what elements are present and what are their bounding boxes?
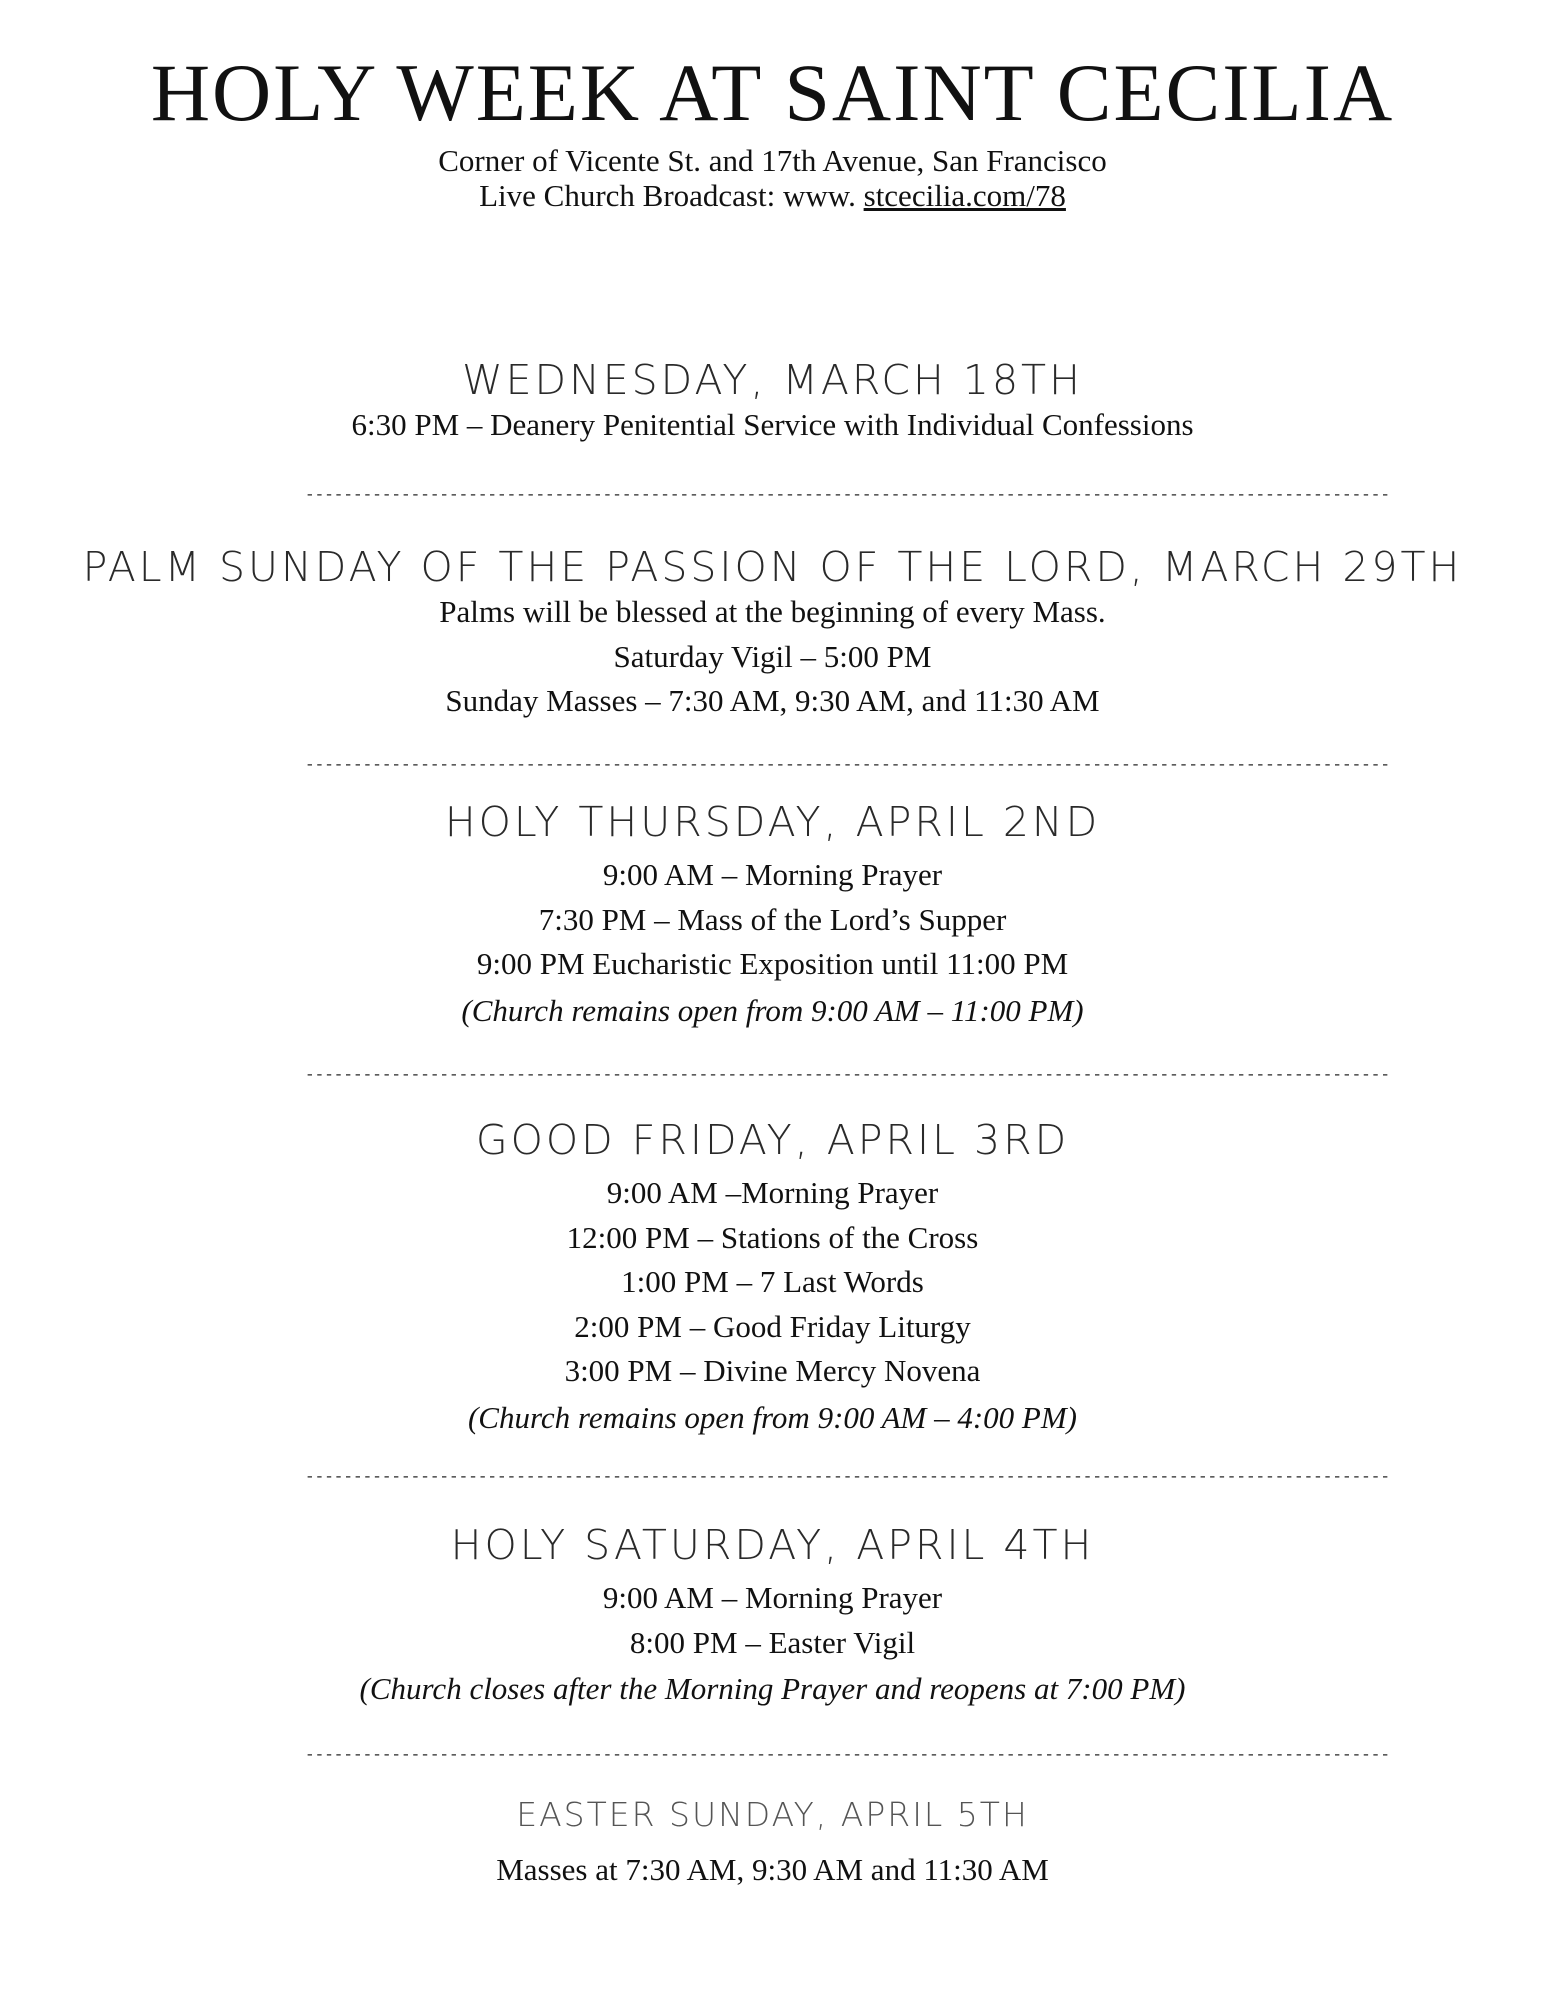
schedule-line: Palms will be blessed at the beginning of every Mass. [439, 594, 1106, 629]
broadcast-prefix: Live Church Broadcast: www. [479, 178, 864, 213]
schedule-line: 12:00 PM – Stations of the Cross [566, 1219, 979, 1255]
schedule-line: 1:00 PM – 7 Last Words [621, 1264, 924, 1299]
schedule-note: (Church remains open from 9:00 AM – 11:00 PM) [461, 992, 1084, 1028]
schedule-line: 3:00 PM – Divine Mercy Novena [564, 1353, 981, 1388]
section-heading: HOLY SATURDAY, APRIL 4TH [450, 1521, 1095, 1569]
schedule-line: 9:00 AM – Morning Prayer [602, 857, 943, 892]
schedule-line: Sunday Masses – 7:30 AM, 9:30 AM, and 11:30 AM [445, 683, 1100, 718]
schedule-line: 6:30 PM – Deanery Penitential Service with Individual Confessions [351, 407, 1194, 442]
section-heading: WEDNESDAY, MARCH 18TH [462, 356, 1083, 404]
schedule-line: 2:00 PM – Good Friday Liturgy [574, 1308, 971, 1344]
schedule-line: 8:00 PM – Easter Vigil [629, 1624, 916, 1660]
divider: ----------------------------------------------------------------------------------------------------------------- [305, 756, 1390, 774]
schedule-line: Saturday Vigil – 5:00 PM [613, 638, 932, 674]
schedule-line: 9:00 AM –Morning Prayer [606, 1175, 939, 1210]
section-easter-sunday [0, 1790, 1545, 1893]
schedule-note: (Church remains open from 9:00 AM – 4:00 PM) [467, 1399, 1077, 1435]
address-text: Corner of Vicente St. and 17th Avenue, San Francisco [438, 143, 1107, 178]
schedule-line: Masses at 7:30 AM, 9:30 AM and 11:30 AM [496, 1852, 1049, 1887]
section-heading: HOLY THURSDAY, APRIL 2ND [444, 798, 1101, 846]
schedule-note: (Church closes after the Morning Prayer and reopens at 7:00 PM) [359, 1671, 1186, 1706]
schedule-line: 7:30 PM – Mass of the Lord’s Supper [538, 901, 1007, 937]
divider: ----------------------------------------------------------------------------------------------------------------- [305, 486, 1390, 504]
page-title: HOLY WEEK AT SAINT CECILIA [150, 47, 1395, 138]
header-info [0, 143, 1545, 213]
section-heading: EASTER SUNDAY, APRIL 5TH [516, 1795, 1029, 1834]
section-palm-sunday [0, 542, 1545, 724]
broadcast-link[interactable]: stcecilia.com/78 [863, 178, 1066, 213]
section-good-friday [0, 1115, 1545, 1442]
divider: ----------------------------------------------------------------------------------------------------------------- [305, 1746, 1390, 1764]
divider: ----------------------------------------------------------------------------------------------------------------- [305, 1468, 1390, 1486]
schedule-line: 9:00 AM – Morning Prayer [602, 1580, 943, 1615]
divider: ----------------------------------------------------------------------------------------------------------------- [305, 1066, 1390, 1084]
section-holy-thursday [0, 797, 1545, 1035]
section-heading: GOOD FRIDAY, APRIL 3RD [475, 1116, 1070, 1164]
schedule-line: 9:00 PM Eucharistic Exposition until 11:00 PM [476, 946, 1069, 981]
section-heading: PALM SUNDAY OF THE PASSION OF THE LORD, MARCH 29TH [82, 543, 1463, 591]
section-holy-saturday [0, 1520, 1545, 1713]
broadcast-line [0, 178, 1545, 213]
section-wednesday [0, 355, 1545, 448]
